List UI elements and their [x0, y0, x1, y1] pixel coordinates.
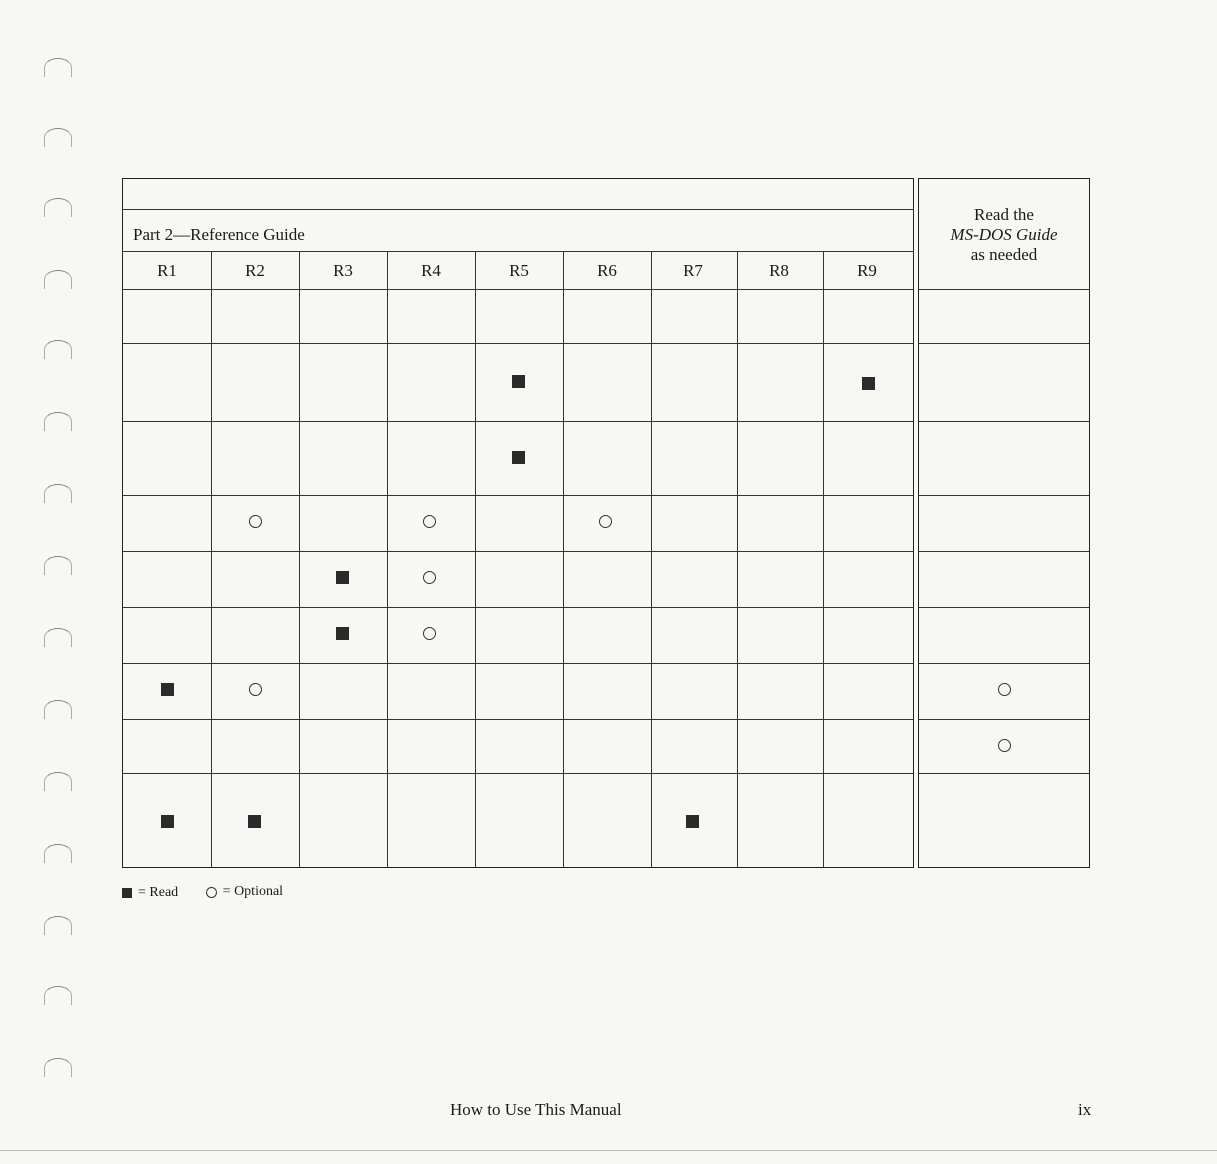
binder-hole [44, 412, 72, 431]
binder-hole [44, 484, 72, 503]
grid-row-line [919, 773, 1089, 774]
grid-col-line [387, 251, 388, 867]
page-bottom-edge [0, 1150, 1217, 1151]
binder-hole [44, 628, 72, 647]
grid-row-line [123, 251, 913, 252]
ms-dos-guide-box [918, 178, 1090, 868]
optional-mark [423, 515, 436, 528]
grid-row-line [123, 421, 913, 422]
binder-hole [44, 916, 72, 935]
side-line-1: Read the [974, 205, 1034, 224]
optional-mark [423, 571, 436, 584]
legend-optional-label: = Optional [222, 884, 284, 899]
read-mark [862, 377, 875, 390]
column-header-r7: R7 [683, 261, 703, 280]
grid-row-line [919, 607, 1089, 608]
column-header-r3: R3 [333, 261, 353, 280]
grid-row-line [919, 495, 1089, 496]
grid-row-line [919, 719, 1089, 720]
binder-hole [44, 128, 72, 147]
column-header-r1: R1 [157, 261, 177, 280]
legend-read [122, 885, 178, 901]
read-mark [686, 815, 699, 828]
grid-row-line [123, 719, 913, 720]
grid-col-line [823, 251, 824, 867]
grid-row-line [123, 607, 913, 608]
binder-hole [44, 1058, 72, 1077]
grid-row-line [123, 663, 913, 664]
side-box-title [919, 205, 1089, 265]
grid-row-line [123, 343, 913, 344]
optional-mark [249, 515, 262, 528]
legend [122, 884, 307, 903]
grid-col-line [211, 251, 212, 867]
binder-hole [44, 844, 72, 863]
column-header-r2: R2 [245, 261, 265, 280]
optional-mark [249, 683, 262, 696]
running-footer-title: How to Use This Manual [450, 1100, 622, 1119]
grid-col-line [475, 251, 476, 867]
grid-row-line [919, 663, 1089, 664]
grid-col-line [299, 251, 300, 867]
ms-dos-guide-name: MS-DOS Guide [950, 225, 1058, 244]
grid-row-line [123, 209, 913, 210]
binder-hole [44, 58, 72, 77]
read-square-icon [122, 888, 132, 898]
legend-optional [206, 884, 283, 900]
grid-row-line [123, 551, 913, 552]
read-mark [336, 571, 349, 584]
binder-hole [44, 340, 72, 359]
read-mark [512, 451, 525, 464]
grid-row-line [123, 495, 913, 496]
grid-row-line [919, 343, 1089, 344]
binder-hole [44, 772, 72, 791]
binder-hole [44, 198, 72, 217]
side-line-3: as needed [970, 245, 1038, 264]
read-mark [161, 815, 174, 828]
grid-col-line [737, 251, 738, 867]
column-header-r9: R9 [857, 261, 877, 280]
binder-hole [44, 986, 72, 1005]
read-mark [512, 375, 525, 388]
reference-guide-grid [122, 178, 914, 868]
grid-row-line [919, 289, 1089, 290]
optional-mark [998, 683, 1011, 696]
optional-circle-icon [206, 887, 217, 898]
grid-row-line [123, 773, 913, 774]
optional-mark [599, 515, 612, 528]
page-number: ix [1078, 1100, 1092, 1119]
column-header-r4: R4 [421, 261, 441, 280]
optional-mark [423, 627, 436, 640]
binder-hole [44, 700, 72, 719]
column-header-r8: R8 [769, 261, 789, 280]
grid-col-line [563, 251, 564, 867]
grid-row-line [919, 421, 1089, 422]
column-header-r6: R6 [597, 261, 617, 280]
read-mark [336, 627, 349, 640]
grid-row-line [123, 289, 913, 290]
read-mark [161, 683, 174, 696]
read-mark [248, 815, 261, 828]
column-header-r5: R5 [509, 261, 529, 280]
optional-mark [998, 739, 1011, 752]
part-title: Part 2—Reference Guide [133, 225, 305, 244]
grid-col-line [651, 251, 652, 867]
binder-hole [44, 556, 72, 575]
binder-hole [44, 270, 72, 289]
legend-read-label: = Read [138, 884, 179, 900]
grid-row-line [919, 551, 1089, 552]
